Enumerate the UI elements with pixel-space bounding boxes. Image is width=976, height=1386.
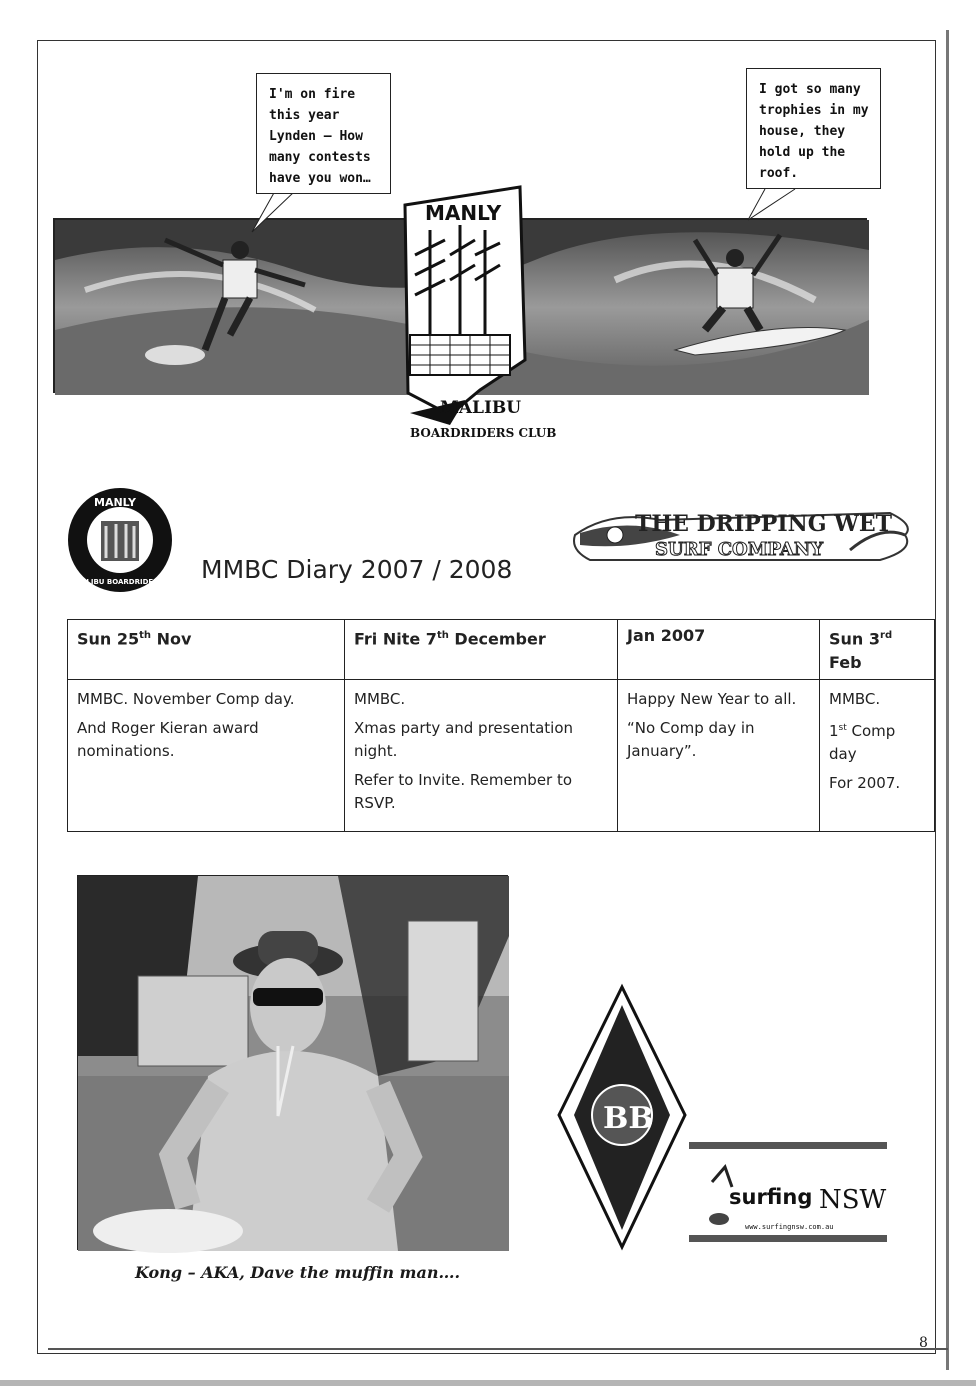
right-bubble-tail bbox=[740, 185, 800, 230]
left-bubble-tail bbox=[240, 190, 300, 235]
dripping-wet-surf-company-logo bbox=[570, 505, 915, 565]
diary-header-row bbox=[68, 620, 935, 680]
diary-event-jan bbox=[618, 680, 820, 832]
svg-text:MALIBU: MALIBU bbox=[440, 398, 522, 418]
event-text: For 2007. bbox=[829, 774, 901, 793]
svg-text:MANLY: MANLY bbox=[94, 496, 136, 509]
event-text: Refer to Invite. Remember to RSVP. bbox=[354, 771, 573, 813]
speech-bubble-right: I got so many trophies in my house, they hold up the roof. bbox=[746, 68, 881, 189]
svg-text:surfing: surfing bbox=[729, 1185, 813, 1209]
svg-text:THE DRIPPING WET: THE DRIPPING WET bbox=[635, 511, 893, 537]
club-circle-logo bbox=[66, 486, 187, 594]
page-bottom-shadow bbox=[48, 1348, 948, 1350]
manly-malibu-logo bbox=[390, 185, 557, 455]
bb-surfboards-logo bbox=[555, 985, 690, 1250]
event-text: 1st Comp day bbox=[829, 722, 896, 764]
svg-text:BOARDRIDERS CLUB: BOARDRIDERS CLUB bbox=[410, 426, 557, 440]
scan-bottom-edge bbox=[0, 1380, 976, 1386]
svg-text:BB: BB bbox=[603, 1101, 654, 1136]
surfing-nsw-logo bbox=[687, 1142, 889, 1244]
photo-caption: Kong – AKA, Dave the muffin man…. bbox=[135, 1263, 461, 1282]
diary-event-row bbox=[68, 680, 935, 832]
svg-text:www.surfingnsw.com.au: www.surfingnsw.com.au bbox=[745, 1223, 834, 1231]
event-text: MMBC. November Comp day. bbox=[77, 690, 295, 709]
event-text: Happy New Year to all. bbox=[627, 690, 797, 709]
page-number: 8 bbox=[919, 1335, 928, 1351]
speech-bubble-left: I'm on fire this year Lynden – How many contests have you won… bbox=[256, 73, 391, 194]
event-text: MMBC. bbox=[354, 690, 406, 709]
event-text: “No Comp day in January”. bbox=[627, 719, 755, 761]
diary-date-dec: Fri Nite 7th December bbox=[345, 620, 618, 680]
svg-text:SURF COMPANY: SURF COMPANY bbox=[655, 539, 824, 560]
svg-text:MALIBU BOARDRIDERS CLUB: MALIBU BOARDRIDERS CLUB bbox=[74, 578, 187, 586]
svg-text:NSW: NSW bbox=[819, 1185, 887, 1215]
diary-date-jan: Jan 2007 bbox=[618, 620, 820, 680]
event-text: Xmas party and presentation night. bbox=[354, 719, 574, 761]
diary-event-feb bbox=[820, 680, 935, 832]
page-edge-shadow bbox=[946, 30, 949, 1370]
diary-event-nov bbox=[68, 680, 345, 832]
event-text: And Roger Kieran award nominations. bbox=[77, 719, 259, 761]
diary-date-nov: Sun 25th Nov bbox=[68, 620, 345, 680]
event-text: MMBC. bbox=[829, 690, 881, 709]
diary-date-feb: Sun 3rd Feb bbox=[820, 620, 935, 680]
svg-text:MANLY: MANLY bbox=[425, 201, 502, 225]
diary-event-dec bbox=[345, 680, 618, 832]
diary-title: MMBC Diary 2007 / 2008 bbox=[201, 555, 513, 584]
diary-table bbox=[67, 619, 935, 832]
kong-photo bbox=[77, 875, 508, 1250]
